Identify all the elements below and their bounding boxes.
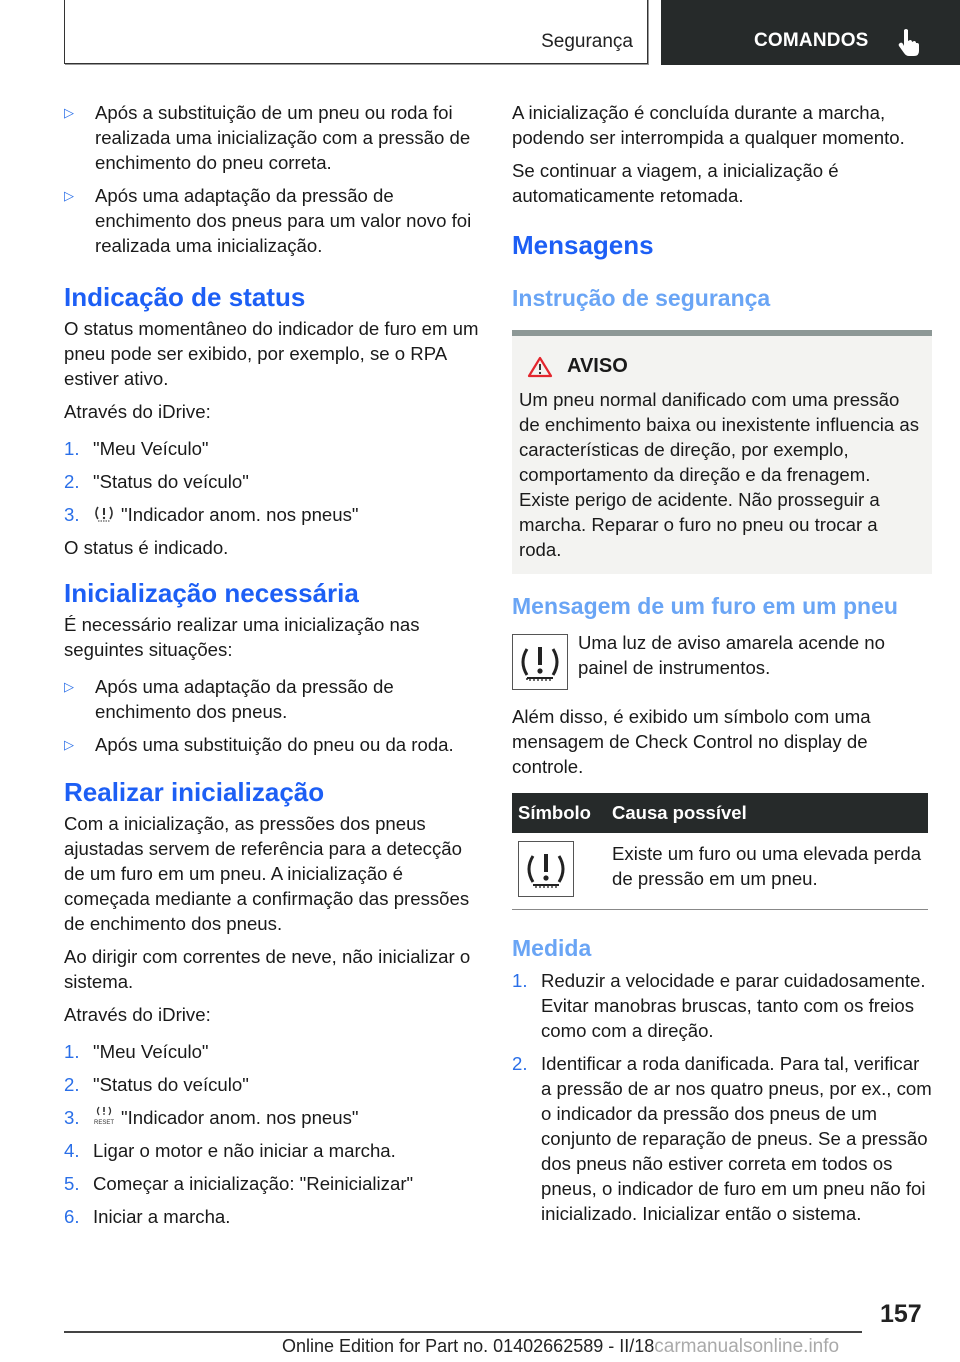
warning-box [512,330,932,574]
footer-edition: Online Edition for Part no. 01402662589 - II/18carmanualsonline.info [282,1336,840,1357]
triangle-bullet-icon: ▷ [64,679,74,694]
tire-pressure-warning-icon [518,841,574,897]
step-item: 1. Reduzir a velocidade e parar cuidadosamente. Evitar manobras bruscas, tanto com os freios como com a direção. [512,970,926,1041]
heading-flat-message: Mensagem de um furo em um pneu [512,593,898,619]
warning-text: Um pneu normal danificado com uma pressão de enchimento baixa ou inexistente influencia as características de direção, por exemplo, comportamento da direção e da frenagem. Existe perigo de acidente. Não prosseguir a marcha. Reparar o furo no pneu ou trocar a roda. [519,389,920,560]
step-item: 3. RESET "Indicador anom. nos pneus" [64,1107,359,1128]
heading-required: Inicialização necessária [64,578,359,608]
header-chapter-tab [661,0,960,65]
tire-pressure-warning-icon [512,634,568,690]
step-item: 2. "Status do veículo" [64,1074,249,1095]
paragraph: Com a inicialização, as pressões dos pneus ajustadas servem de referência para a detecção de um furo em um pneu. A inicialização é começada mediante a confirmação das pressões de enchimento dos pneus. [64,813,470,934]
step-item: 5. Começar a inicialização: "Reinicializar" [64,1173,414,1194]
footer-divider [64,1331,862,1333]
heading-messages: Mensagens [512,230,654,260]
symbol-table [512,793,928,910]
watermark: carmanualsonline.info [654,1336,840,1357]
table-header: Causa possível [606,793,928,833]
heading-status: Indicação de status [64,282,306,312]
svg-text:RESET: RESET [93,1120,115,1126]
bullet-item: ▷ Após uma adaptação da pressão de enchimento dos pneus. [64,676,394,722]
step-item: 2. "Status do veículo" [64,471,249,492]
paragraph: Através do iDrive: [64,401,211,422]
warning-triangle-icon [527,356,553,378]
step-item: 2. Identificar a roda danificada. Para tal, verificar a pressão de ar nos quatro pneus, por ex., com o indicador da pressão dos pneus de um conjunto de reparação de pneus. Se a pressão dos pneus não estiver correta em todos os pneus, o indicador de furo em um pneu não foi inicializado. Inicializar então o sistema. [512,1053,932,1224]
paragraph: O status momentâneo do indicador de furo em um pneu pode ser exibido, por exemplo, se o RPA estiver ativo. [64,318,479,389]
paragraph: Ao dirigir com correntes de neve, não inicializar o sistema. [64,946,471,992]
heading-perform: Realizar inicialização [64,777,325,807]
left-column [64,100,484,1237]
heading-measure: Medida [512,935,592,961]
triangle-bullet-icon: ▷ [64,737,74,752]
tire-pressure-icon [93,504,115,524]
triangle-bullet-icon: ▷ [64,105,74,120]
header-section-label: Segurança [541,31,633,52]
bullet-item: ▷ Após a substituição de um pneu ou roda foi realizada uma inicialização com a pressão de enchimento do pneu correta. [64,102,471,173]
table-cell-cause: Existe um furo ou uma elevada perda de pressão em um pneu. [606,833,928,910]
flat-indicator-row [512,630,932,690]
header-section-tab [64,0,648,64]
paragraph: Através do iDrive: [64,1004,211,1025]
paragraph: É necessário realizar uma inicialização nas seguintes situações: [64,614,420,660]
step-item: 3. "Indicador anom. nos pneus" [64,504,359,525]
table-header: Símbolo [512,793,606,833]
bullet-item: ▷ Após uma adaptação da pressão de enchimento dos pneus para um valor novo foi realizada uma inicialização. [64,185,472,256]
paragraph: Uma luz de aviso amarela acende no painel de instrumentos. [578,632,885,678]
header-chapter-label: COMANDOS [754,30,869,51]
heading-safety: Instrução de segurança [512,285,771,311]
tire-pressure-reset-icon [93,1105,115,1127]
paragraph: A inicialização é concluída durante a marcha, podendo ser interrompida a qualquer momento. [512,102,905,148]
page-number: 157 [880,1300,922,1328]
hand-pointer-icon [898,28,920,56]
triangle-bullet-icon: ▷ [64,188,74,203]
step-item: 1. "Meu Veículo" [64,1041,209,1062]
step-item: 6. Iniciar a marcha. [64,1206,231,1227]
step-item: 1. "Meu Veículo" [64,438,209,459]
bullet-item: ▷ Após uma substituição do pneu ou da roda. [64,734,454,755]
step-item: 4. Ligar o motor e não iniciar a marcha. [64,1140,396,1161]
paragraph: Se continuar a viagem, a inicialização é automaticamente retomada. [512,160,839,206]
warning-title: AVISO [519,354,925,379]
right-column [512,100,932,1234]
paragraph: O status é indicado. [64,537,229,558]
table-row [512,833,928,910]
paragraph: Além disso, é exibido um símbolo com uma mensagem de Check Control no display de controle. [512,706,871,777]
